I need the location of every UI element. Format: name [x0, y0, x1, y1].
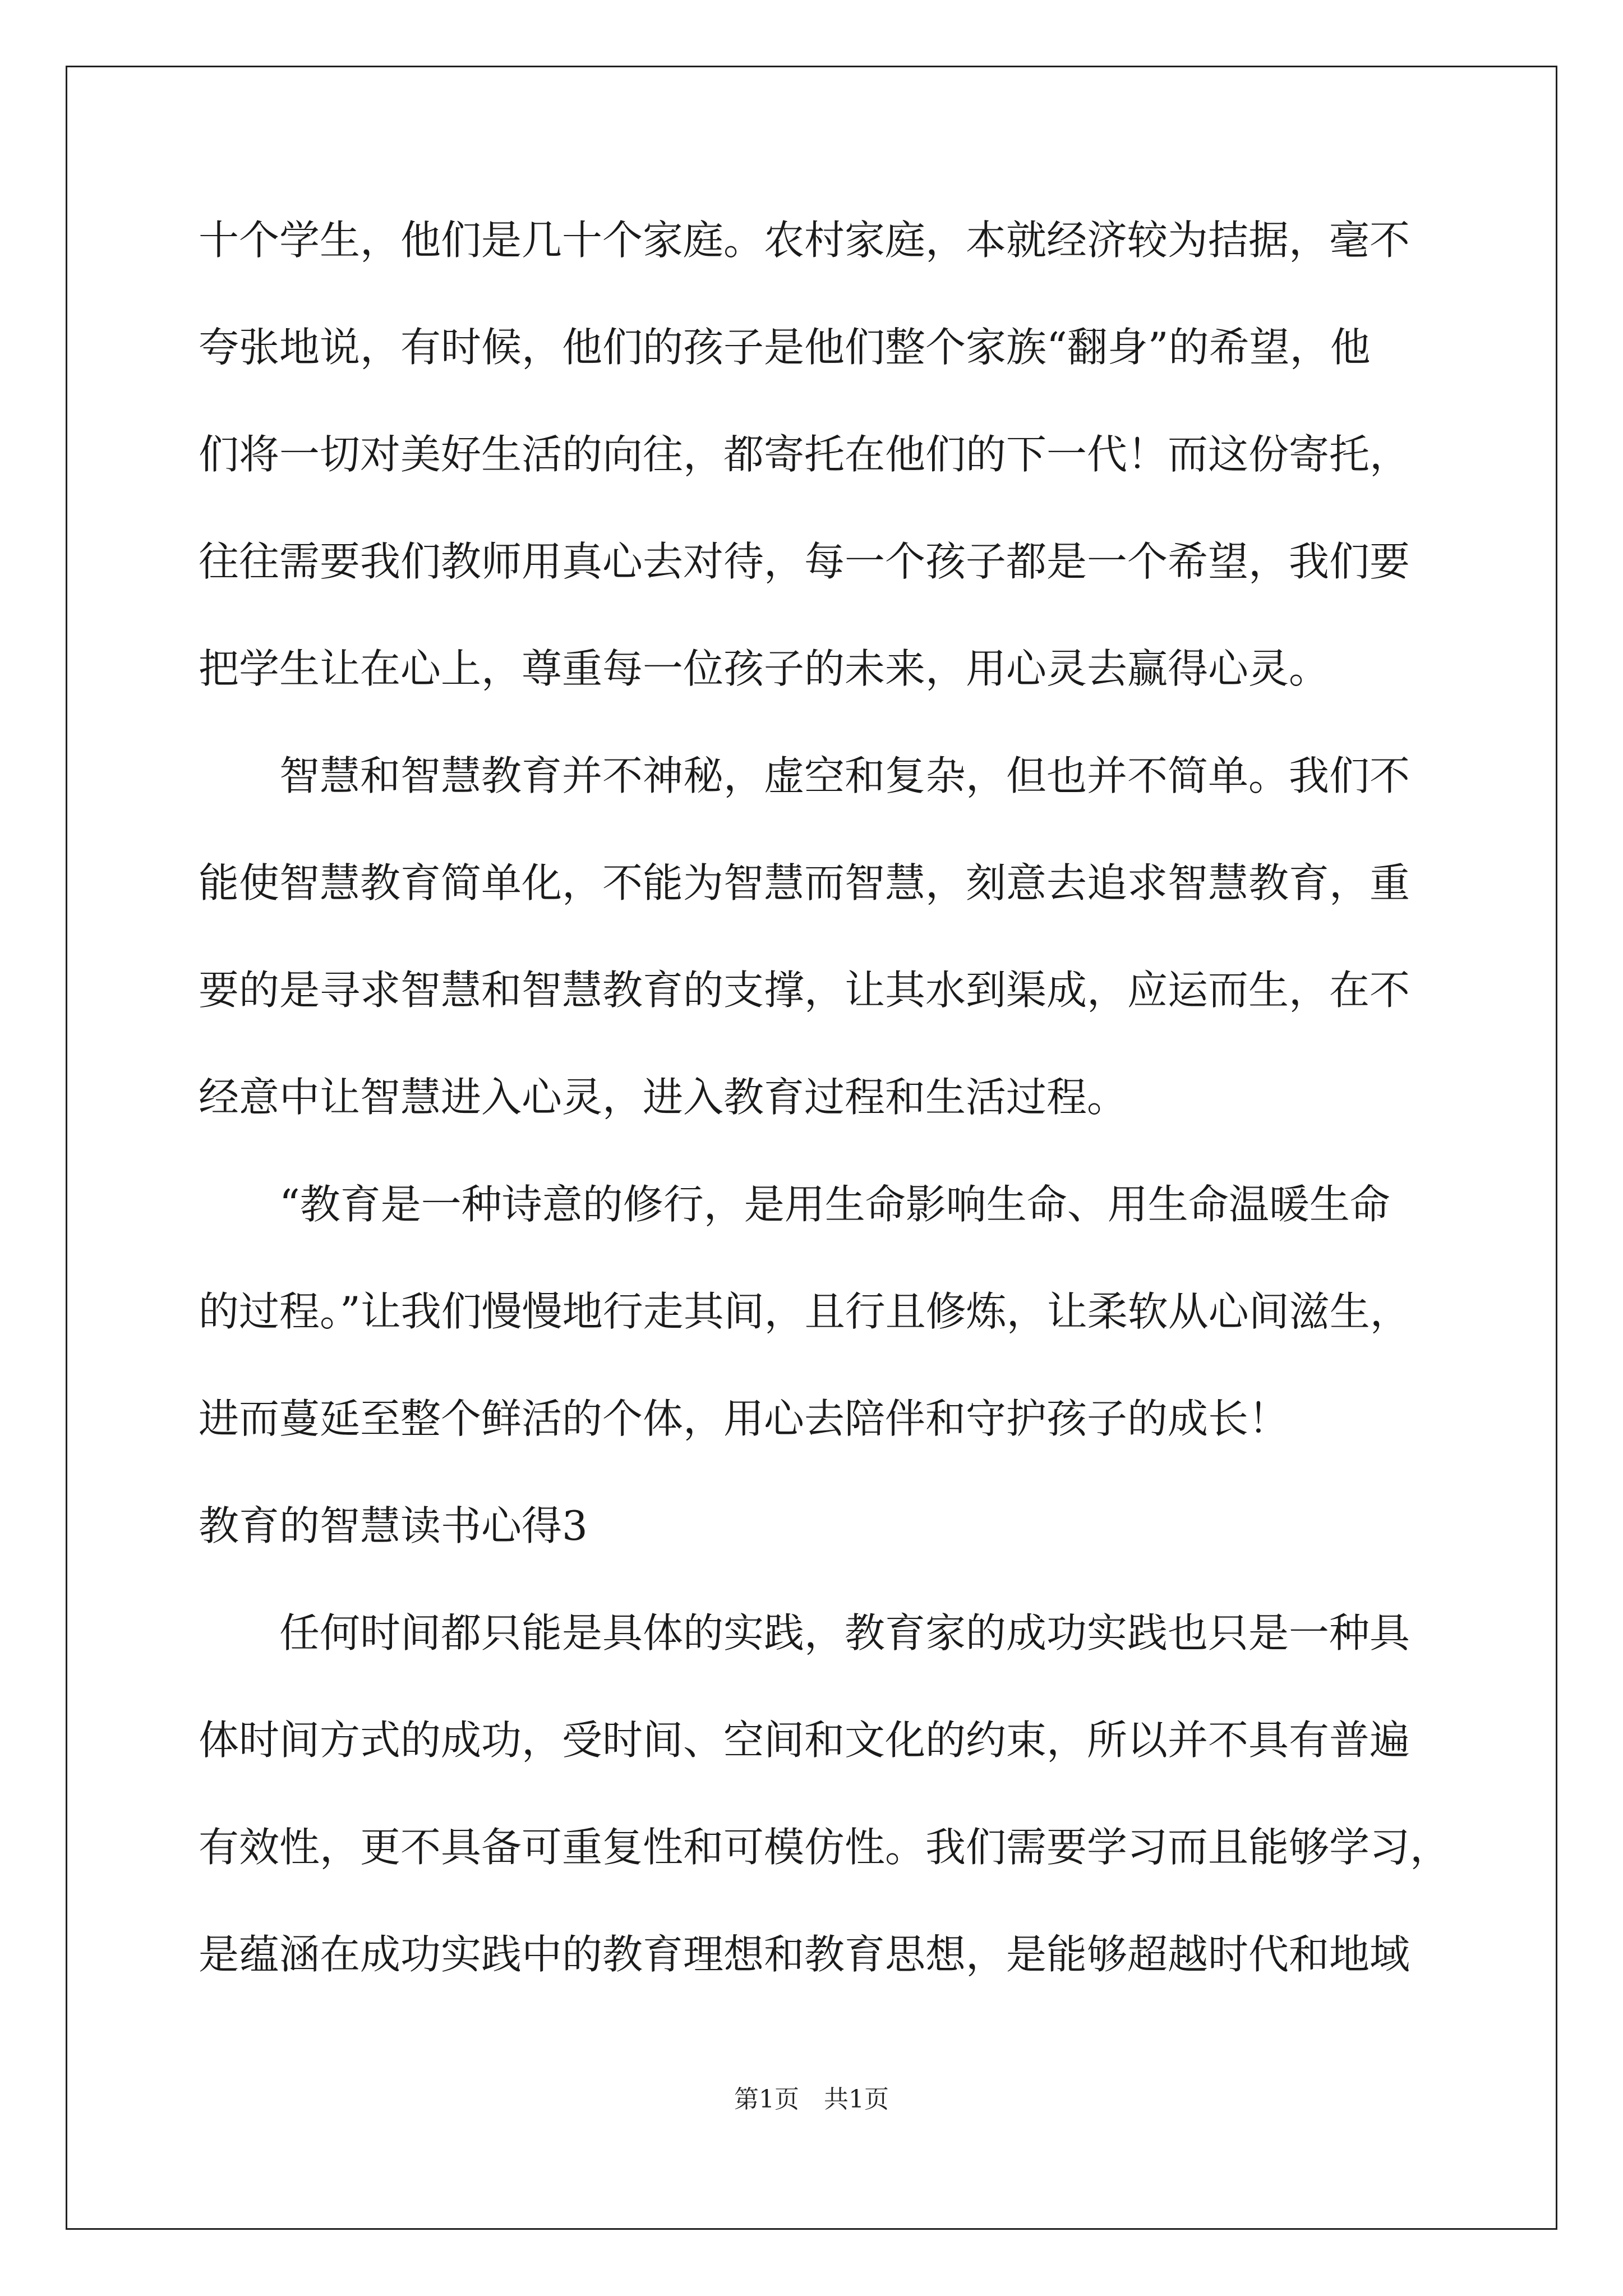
section-heading: 教育的智慧读书心得3	[199, 1502, 588, 1549]
text-line: 的过程。”让我们慢慢地行走其间，且行且修炼，让柔软从心间滋生，	[199, 1288, 1410, 1335]
text-line: 往往需要我们教师用真心去对待，每一个孩子都是一个希望，我们要	[199, 538, 1410, 585]
text-line: 智慧和智慧教育并不神秘，虚空和复杂，但也并不简单。我们不	[199, 752, 1410, 799]
text-line: 把学生让在心上，尊重每一位孩子的未来，用心灵去赢得心灵。	[199, 645, 1330, 692]
text-line: 有效性，更不具备可重复性和可模仿性。我们需要学习而且能够学习，	[199, 1824, 1451, 1871]
text-line: 经意中让智慧进入心灵，进入教育过程和生活过程。	[199, 1074, 1128, 1121]
text-line: 体时间方式的成功，受时间、空间和文化的约束，所以并不具有普遍	[199, 1717, 1410, 1764]
text-line: 十个学生，他们是几十个家庭。农村家庭，本就经济较为拮据，毫不	[199, 217, 1410, 264]
text-line: 要的是寻求智慧和智慧教育的支撑，让其水到渠成，应运而生，在不	[199, 967, 1410, 1014]
page-number-footer: 第1页 共1页	[734, 2085, 889, 2114]
text-line: 们将一切对美好生活的向往，都寄托在他们的下一代！而这份寄托，	[199, 431, 1410, 478]
text-line: 是蕴涵在成功实践中的教育理想和教育思想，是能够超越时代和地域	[199, 1931, 1410, 1978]
text-line: 夸张地说，有时候，他们的孩子是他们整个家族“翻身”的希望，他	[199, 324, 1371, 371]
text-line: 能使智慧教育简单化，不能为智慧而智慧，刻意去追求智慧教育，重	[199, 859, 1410, 907]
text-line: “教育是一种诗意的修行，是用生命影响生命、用生命温暖生命	[199, 1181, 1390, 1228]
text-line: 进而蔓延至整个鲜活的个体，用心去陪伴和守护孩子的成长！	[199, 1395, 1289, 1442]
text-line: 任何时间都只能是具体的实践，教育家的成功实践也只是一种具	[199, 1609, 1410, 1657]
page-border	[66, 66, 1557, 2230]
